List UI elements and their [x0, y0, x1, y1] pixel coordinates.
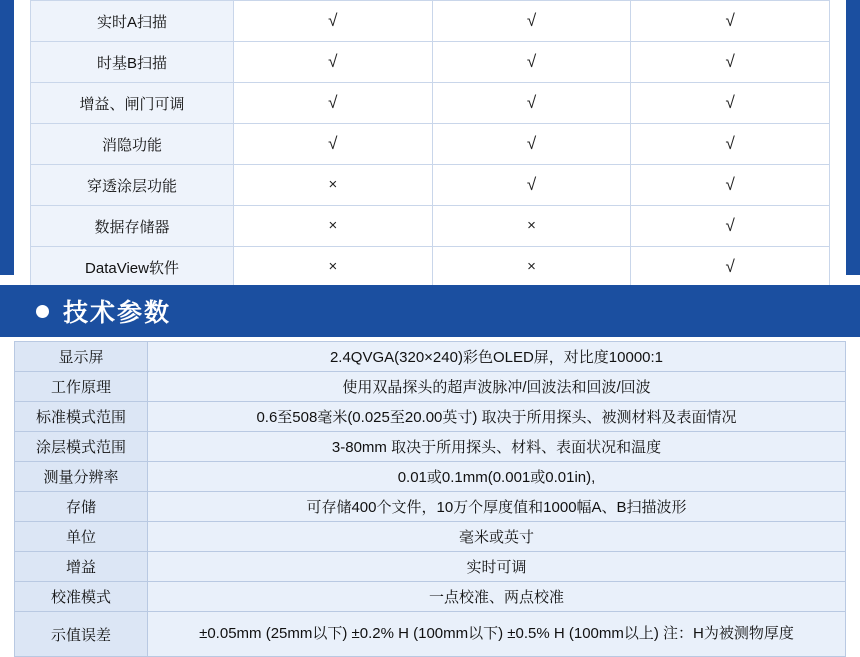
- check-icon: √: [526, 10, 537, 30]
- spec-key: 单位: [15, 522, 148, 552]
- feature-label: DataView软件: [31, 247, 234, 288]
- spec-key: 存储: [15, 492, 148, 522]
- check-icon: √: [526, 92, 537, 112]
- feature-mark: [631, 42, 830, 83]
- feature-comparison-section: [14, 0, 846, 275]
- table-row: [15, 342, 846, 372]
- right-blue-rail: [846, 0, 860, 275]
- feature-label: 穿透涂层功能: [31, 165, 234, 206]
- table-row: [31, 124, 830, 165]
- section-title: 技术参数: [63, 299, 172, 327]
- feature-mark: [234, 1, 433, 42]
- spec-value: 0.6至508毫米(0.025至20.00英寸) 取决于所用探头、被测材料及表面情况: [148, 402, 846, 432]
- feature-label: 消隐功能: [31, 124, 234, 165]
- spec-key: 显示屏: [15, 342, 148, 372]
- feature-mark: [234, 206, 433, 247]
- feature-mark: [631, 165, 830, 206]
- feature-mark: [432, 1, 631, 42]
- table-row: [31, 247, 830, 288]
- feature-mark: [432, 247, 631, 288]
- spec-value: 3-80mm 取决于所用探头、材料、表面状况和温度: [148, 432, 846, 462]
- spec-key: 涂层模式范围: [15, 432, 148, 462]
- spec-key: 校准模式: [15, 582, 148, 612]
- table-row: [15, 462, 846, 492]
- feature-mark: [432, 124, 631, 165]
- feature-mark: [234, 165, 433, 206]
- table-row: [31, 206, 830, 247]
- spec-value: 可存储400个文件，10万个厚度值和1000幅A、B扫描波形: [148, 492, 846, 522]
- check-icon: √: [328, 133, 338, 153]
- feature-label: 时基B扫描: [31, 42, 234, 83]
- feature-mark: [631, 206, 830, 247]
- check-icon: √: [725, 133, 735, 153]
- spec-key: 测量分辨率: [15, 462, 148, 492]
- feature-mark: [432, 83, 631, 124]
- spec-value: 使用双晶探头的超声波脉冲/回波法和回波/回波: [148, 372, 846, 402]
- spec-table: [14, 341, 846, 657]
- spec-key: 增益: [15, 552, 148, 582]
- table-row: [31, 165, 830, 206]
- bullet-dot-icon: [36, 305, 49, 318]
- spec-value: 2.4QVGA(320×240)彩色OLED屏，对比度10000:1: [148, 342, 846, 372]
- feature-comparison-table: [30, 0, 830, 288]
- table-row: [15, 432, 846, 462]
- table-row: [31, 42, 830, 83]
- check-icon: √: [725, 215, 735, 235]
- table-row: [15, 402, 846, 432]
- feature-label: 增益、闸门可调: [31, 83, 234, 124]
- check-icon: √: [526, 51, 537, 71]
- feature-mark: [234, 247, 433, 288]
- cross-icon: ×: [328, 176, 338, 193]
- feature-mark: [631, 1, 830, 42]
- feature-mark: [432, 165, 631, 206]
- left-blue-rail: [0, 0, 14, 275]
- check-icon: √: [328, 10, 338, 30]
- feature-mark: [631, 124, 830, 165]
- check-icon: √: [725, 174, 735, 194]
- spec-section: [14, 341, 846, 657]
- feature-mark: [631, 83, 830, 124]
- check-icon: √: [725, 256, 735, 276]
- feature-mark: [432, 42, 631, 83]
- feature-mark: [432, 206, 631, 247]
- check-icon: √: [526, 133, 537, 153]
- cross-icon: ×: [527, 217, 536, 234]
- table-row: [15, 492, 846, 522]
- table-row: [15, 552, 846, 582]
- feature-mark: [234, 83, 433, 124]
- feature-mark: [234, 124, 433, 165]
- table-row: [31, 83, 830, 124]
- feature-mark: [234, 42, 433, 83]
- spec-value: 0.01或0.1mm(0.001或0.01in),: [148, 462, 846, 492]
- cross-icon: ×: [328, 258, 338, 275]
- check-icon: √: [328, 92, 338, 112]
- feature-label: 实时A扫描: [31, 1, 234, 42]
- section-header-band: [0, 285, 860, 337]
- cross-icon: ×: [527, 258, 536, 275]
- table-row: [15, 522, 846, 552]
- check-icon: √: [328, 51, 338, 71]
- spec-value: 一点校准、两点校准: [148, 582, 846, 612]
- spec-value: 毫米或英寸: [148, 522, 846, 552]
- table-row: [31, 1, 830, 42]
- check-icon: √: [725, 51, 735, 71]
- check-icon: √: [725, 92, 735, 112]
- check-icon: √: [526, 174, 537, 194]
- spec-key: 示值误差: [15, 612, 148, 657]
- check-icon: √: [725, 10, 735, 30]
- spec-value: 实时可调: [148, 552, 846, 582]
- feature-label: 数据存储器: [31, 206, 234, 247]
- cross-icon: ×: [328, 217, 338, 234]
- spec-key: 工作原理: [15, 372, 148, 402]
- table-row: [15, 372, 846, 402]
- spec-value: ±0.05mm (25mm以下) ±0.2% H (100mm以下) ±0.5% H (100mm以上) 注：H为被测物厚度: [148, 612, 846, 657]
- feature-mark: [631, 247, 830, 288]
- table-row: [15, 612, 846, 657]
- spec-key: 标准模式范围: [15, 402, 148, 432]
